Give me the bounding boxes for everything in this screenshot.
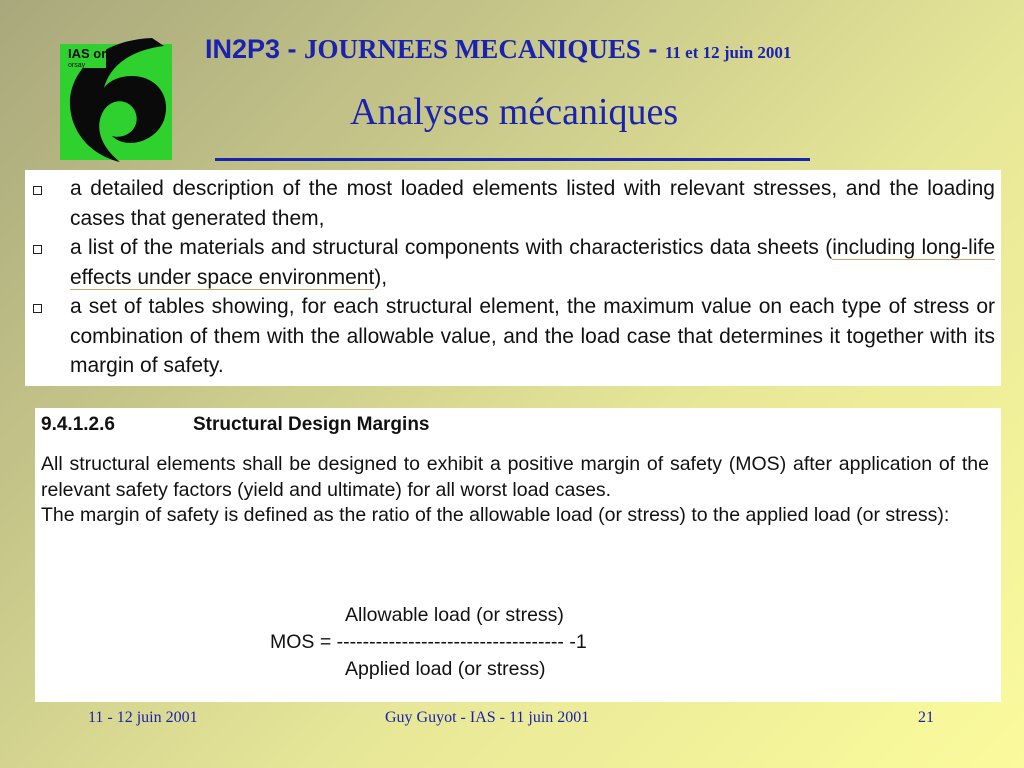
formula-denominator: Applied load (or stress) <box>345 658 546 680</box>
header-separator: - <box>280 34 305 64</box>
title-underline <box>215 158 810 161</box>
design-margins-box <box>35 408 1001 702</box>
page-number: 21 <box>918 709 934 726</box>
svg-text:orsay: orsay <box>68 62 86 69</box>
list-item <box>25 174 1001 233</box>
list-item-text: a set of tables showing, for each structural element, the maximum value on each type of stress or combination of them with the allowable value, and the load case that determines it together with its margin of safety. <box>70 295 995 377</box>
header-event: JOURNEES MECANIQUES <box>304 34 641 64</box>
checkbox-bullet-icon <box>33 304 42 313</box>
logo-text: IAS orsay <box>68 46 128 61</box>
formula-line: MOS = ----------------------------------- -1 <box>270 631 587 653</box>
footer-author: Guy Guyot - IAS - 11 juin 2001 <box>385 709 590 726</box>
section-heading <box>41 414 430 436</box>
list-item-underlined: including long-life effects under space environment <box>70 236 995 289</box>
paragraph: All structural elements shall be designed to exhibit a positive margin of safety (MOS) after application of the relevant safety factors (yield and ultimate) for all worst load cases. <box>41 453 989 501</box>
section-body <box>41 452 989 529</box>
footer-date: 11 - 12 juin 2001 <box>88 709 198 726</box>
checkbox-bullet-icon <box>33 245 42 254</box>
header-dates: 11 et 12 juin 2001 <box>664 43 792 62</box>
list-item-text: a detailed description of the most loaded elements listed with relevant stresses, and the loading cases that generated them, <box>70 177 995 230</box>
list-item <box>25 292 1001 381</box>
section-number: 9.4.1.2.6 <box>41 414 115 435</box>
list-item-text-before: a list of the materials and structural components with characteristics data sheets ( <box>70 236 833 259</box>
requirements-list <box>25 170 1001 381</box>
slide-header <box>205 34 791 65</box>
header-separator-2: - <box>640 34 665 64</box>
paragraph: The margin of safety is defined as the ratio of the allowable load (or stress) to the applied load (or stress): <box>41 504 950 526</box>
section-title: Structural Design Margins <box>193 414 430 435</box>
ias-logo <box>60 36 172 164</box>
slide-title: Analyses mécaniques <box>350 91 679 133</box>
header-org: IN2P3 <box>205 34 281 64</box>
requirements-box <box>25 170 1001 386</box>
list-item <box>25 233 1001 292</box>
checkbox-bullet-icon <box>33 186 42 195</box>
formula-numerator: Allowable load (or stress) <box>345 604 564 626</box>
list-item-text-after: ), <box>374 265 388 289</box>
